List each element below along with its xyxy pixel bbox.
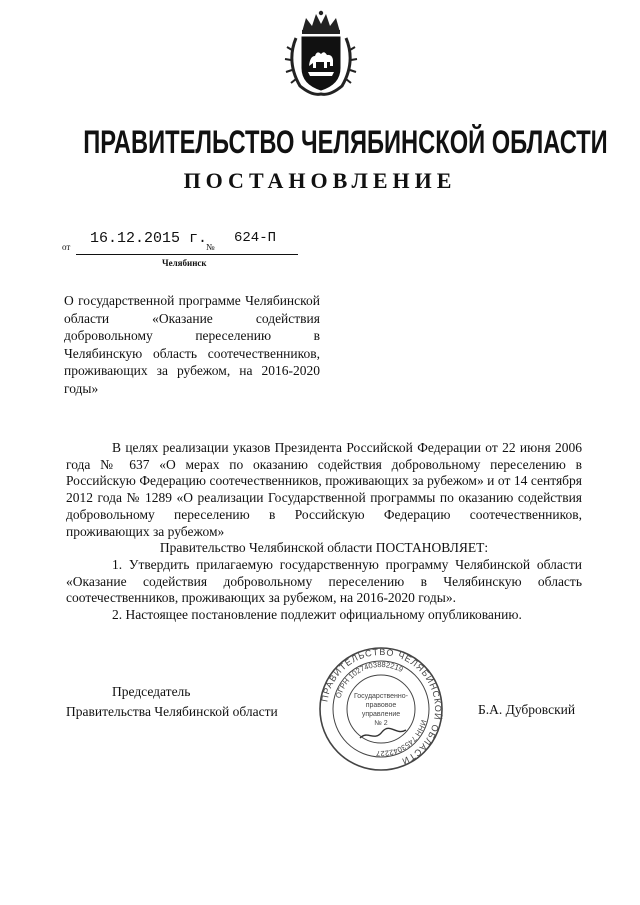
preamble-paragraph: В целях реализации указов Президента Российской Федерации от 22 июня 2006 года № 637 «О мерах по оказанию содействия добровольному переселению в Российскую Федерацию соотечественников, проживающих за рубежом» и от 14 сентября 2012 года № 1289 «О реализации Государственной программы по оказанию содействия добровольному переселению в Российскую Федерацию соотечественников, проживающих за рубежом»	[66, 440, 582, 539]
document-number: 624-П	[234, 230, 277, 246]
handwritten-signature	[360, 728, 406, 738]
document-subject: О государственной программе Челябинской области «Оказание содействия добровольному переселению в Челябинскую область соотечественников, проживающих за рубежом, на 2016-2020 годы»	[64, 293, 320, 396]
signatory-name: Б.А. Дубровский	[478, 702, 576, 717]
signatory-position	[66, 682, 316, 722]
government-title: ПРАВИТЕЛЬСТВО ЧЕЛЯБИНСКОЙ ОБЛАСТИ	[83, 124, 608, 160]
document-date: 16.12.2015 г.	[90, 230, 208, 247]
resolution-item-1: 1. Утвердить прилагаемую государственную программу Челябинской области «Оказание содействия добровольному переселению в Челябинскую область соотечественников, проживающих за рубежом, на 2016-2020 годы».	[66, 556, 582, 606]
from-label: от	[62, 242, 71, 252]
document-type: ПОСТАНОВЛЕНИЕ	[183, 168, 457, 193]
position-line-2: Правительства Челябинской области	[66, 704, 278, 719]
number-label: №	[206, 242, 215, 252]
seal-inn: ИНН 7453042227	[375, 718, 429, 759]
resolution-item-2: 2. Настоящее постановление подлежит официальному опубликованию.	[112, 607, 522, 623]
seal-ogrn: ОГРН 1027403882219	[333, 659, 405, 700]
seal-outer-text: ПРАВИТЕЛЬСТВО ЧЕЛЯБИНСКОЙ ОБЛАСТИ	[319, 646, 444, 767]
official-seal	[316, 646, 446, 772]
resolves-line: Правительство Челябинской области ПОСТАНОВЛЯЕТ:	[159, 540, 489, 556]
number-underline	[220, 254, 298, 255]
document-body	[66, 440, 582, 624]
seal-inner-line-3: управление	[361, 711, 401, 718]
coat-of-arms-emblem	[282, 10, 360, 96]
seal-inner-line-2: правовое	[365, 702, 397, 709]
seal-inner-line-4: № 2	[374, 720, 388, 727]
city-label: Челябинск	[162, 258, 207, 268]
position-line-1: Председатель	[112, 684, 191, 699]
coat-of-arms-icon	[282, 10, 360, 96]
seal-stamp-icon	[316, 646, 446, 772]
seal-inner-line-1: Государственно-	[353, 693, 409, 700]
